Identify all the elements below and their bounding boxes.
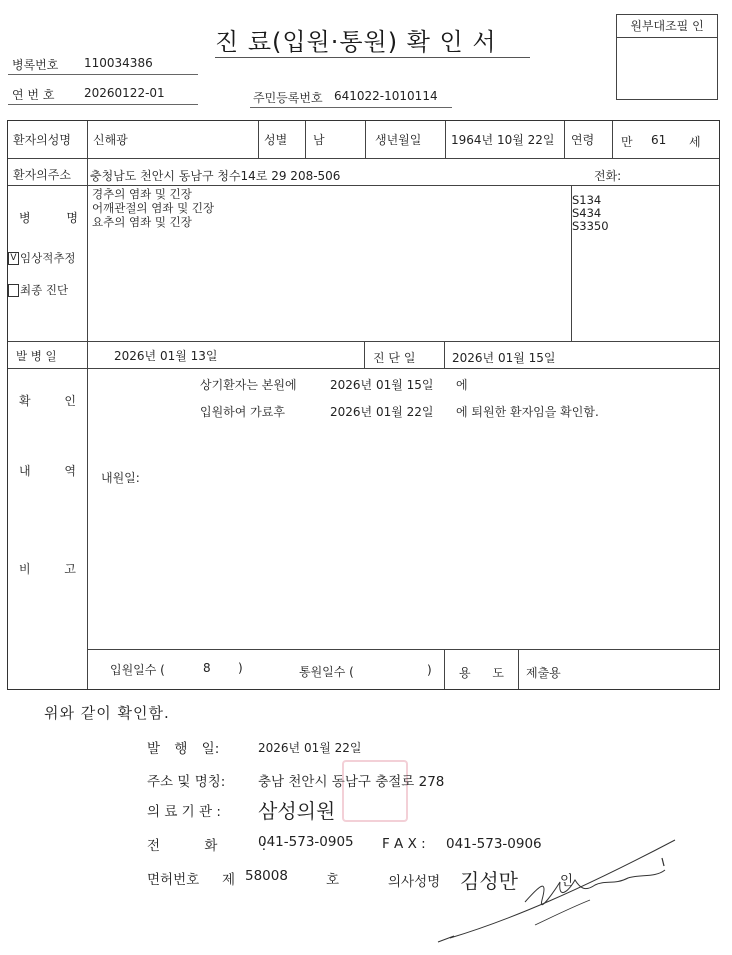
institution-label: 의 료 기 관 : [147,804,221,820]
row-divider [8,368,719,369]
outpatient-close: ) [427,663,432,677]
birth-label: 생년월일 [375,133,422,147]
disease-code: S3350 [572,219,609,233]
issue-date: 2026년 01월 22일 [258,741,362,755]
clinical-estimate [8,250,76,266]
inpatient-label: 입원일수 ( [110,663,165,677]
license-number: 58008 [245,868,288,884]
approval-box [616,14,718,100]
age-label: 연령 [571,133,595,147]
purpose-label: 용 도 [459,666,504,680]
visit-label: 내원일: [101,471,140,485]
disease-item: 경추의 염좌 및 긴장 [92,187,192,201]
disease-code: S134 [572,193,602,207]
final-label: 최종 진단 [20,283,69,297]
row-divider [87,649,719,650]
confirm-line1-a: 상기환자는 본원에 [200,378,297,392]
phone-label: 전화: [594,169,622,183]
outpatient-label: 통원일수 ( [299,665,354,679]
reg-label: 병록번호 [12,58,59,72]
discharge-date: 2026년 01월 22일 [330,405,434,419]
col-divider [365,121,366,158]
col-divider [258,121,259,158]
patient-address: 충청남도 천안시 동남구 청수14로 29 208-506 [90,169,341,183]
seal-label: 인 [560,873,574,889]
document-title: 진 료(입원·통원) 확 인 서 [215,28,497,56]
statement: 위와 같이 확인함. [44,704,170,722]
doctor-label: 의사성명 [388,874,441,890]
clinical-label: 임상적추정 [20,251,76,265]
admit-date: 2026년 01월 15일 [330,378,434,392]
onset-label: 발 병 일 [16,349,57,363]
patient-name: 신해광 [93,133,128,147]
reg-value: 110034386 [84,56,153,70]
age-suffix: 세 [689,135,701,149]
license-suffix: 호 [326,872,340,888]
rrn-value: 641022-1010114 [334,89,438,103]
title-underline [215,57,530,58]
inpatient-days: 8 [203,661,211,675]
address-label: 주소 및 명칭: [147,774,226,790]
serial-value: 20260122-01 [84,86,165,100]
final-checkbox [8,284,19,297]
col-divider [87,121,88,689]
row-divider [8,158,719,159]
issue-label: 발 행 일: [147,741,220,757]
reg-underline [8,74,198,75]
age-prefix: 만 [621,135,633,149]
col-divider [612,121,613,158]
col-divider [564,121,565,158]
col-divider [305,121,306,158]
tel-value: 041-573-0905 [258,834,354,850]
confirm-label: 확 인 [19,394,76,408]
detail-label: 내 역 [19,464,76,478]
purpose-value: 제출용 [526,666,561,680]
doctor-name: 김성만 [460,869,518,893]
col-divider [444,649,445,689]
remarks-label: 비 고 [19,562,76,576]
serial-underline [8,104,198,105]
disease-label: 병 명 [19,211,78,225]
patient-age: 61 [651,133,667,147]
disease-item: 요추의 염좌 및 긴장 [92,215,192,229]
clinical-checkbox: V [8,252,19,265]
col-divider [364,341,365,368]
rrn-underline [250,107,452,108]
confirm-line2-c: 에 퇴원한 환자임을 확인함. [456,405,599,419]
signature-drawing [430,830,700,945]
license-label: 면허번호 [147,872,200,888]
approval-label: 원부대조필 인 [617,15,717,38]
institution-name: 삼성의원 [258,799,336,823]
sex-label: 성별 [264,133,288,147]
inpatient-close: ) [238,661,243,675]
institution-address: 충남 천안시 동남구 충절로 278 [258,774,445,790]
serial-label: 연 번 호 [12,88,55,102]
fax-label: F A X : [382,836,426,852]
disease-item: 어깨관절의 염좌 및 긴장 [92,201,215,215]
diag-date: 2026년 01월 15일 [452,351,556,365]
patient-birth: 1964년 10월 22일 [451,133,555,147]
onset-date: 2026년 01월 13일 [114,349,218,363]
addr-label: 환자의주소 [13,168,71,182]
confirm-line1-c: 에 [456,378,468,392]
fax-value: 041-573-0906 [446,836,542,852]
diag-label: 진 단 일 [373,351,416,365]
disease-code: S434 [572,206,602,220]
license-prefix: 제 [222,872,236,888]
col-divider [444,341,445,368]
final-diagnosis [8,282,68,298]
name-label: 환자의성명 [13,133,71,147]
tel-label: 전 화 : [147,838,267,854]
col-divider [445,121,446,158]
confirm-line2-a: 입원하여 가료후 [200,405,285,419]
col-divider [518,649,519,689]
patient-sex: 남 [313,133,325,147]
rrn-label: 주민등록번호 [253,91,323,105]
